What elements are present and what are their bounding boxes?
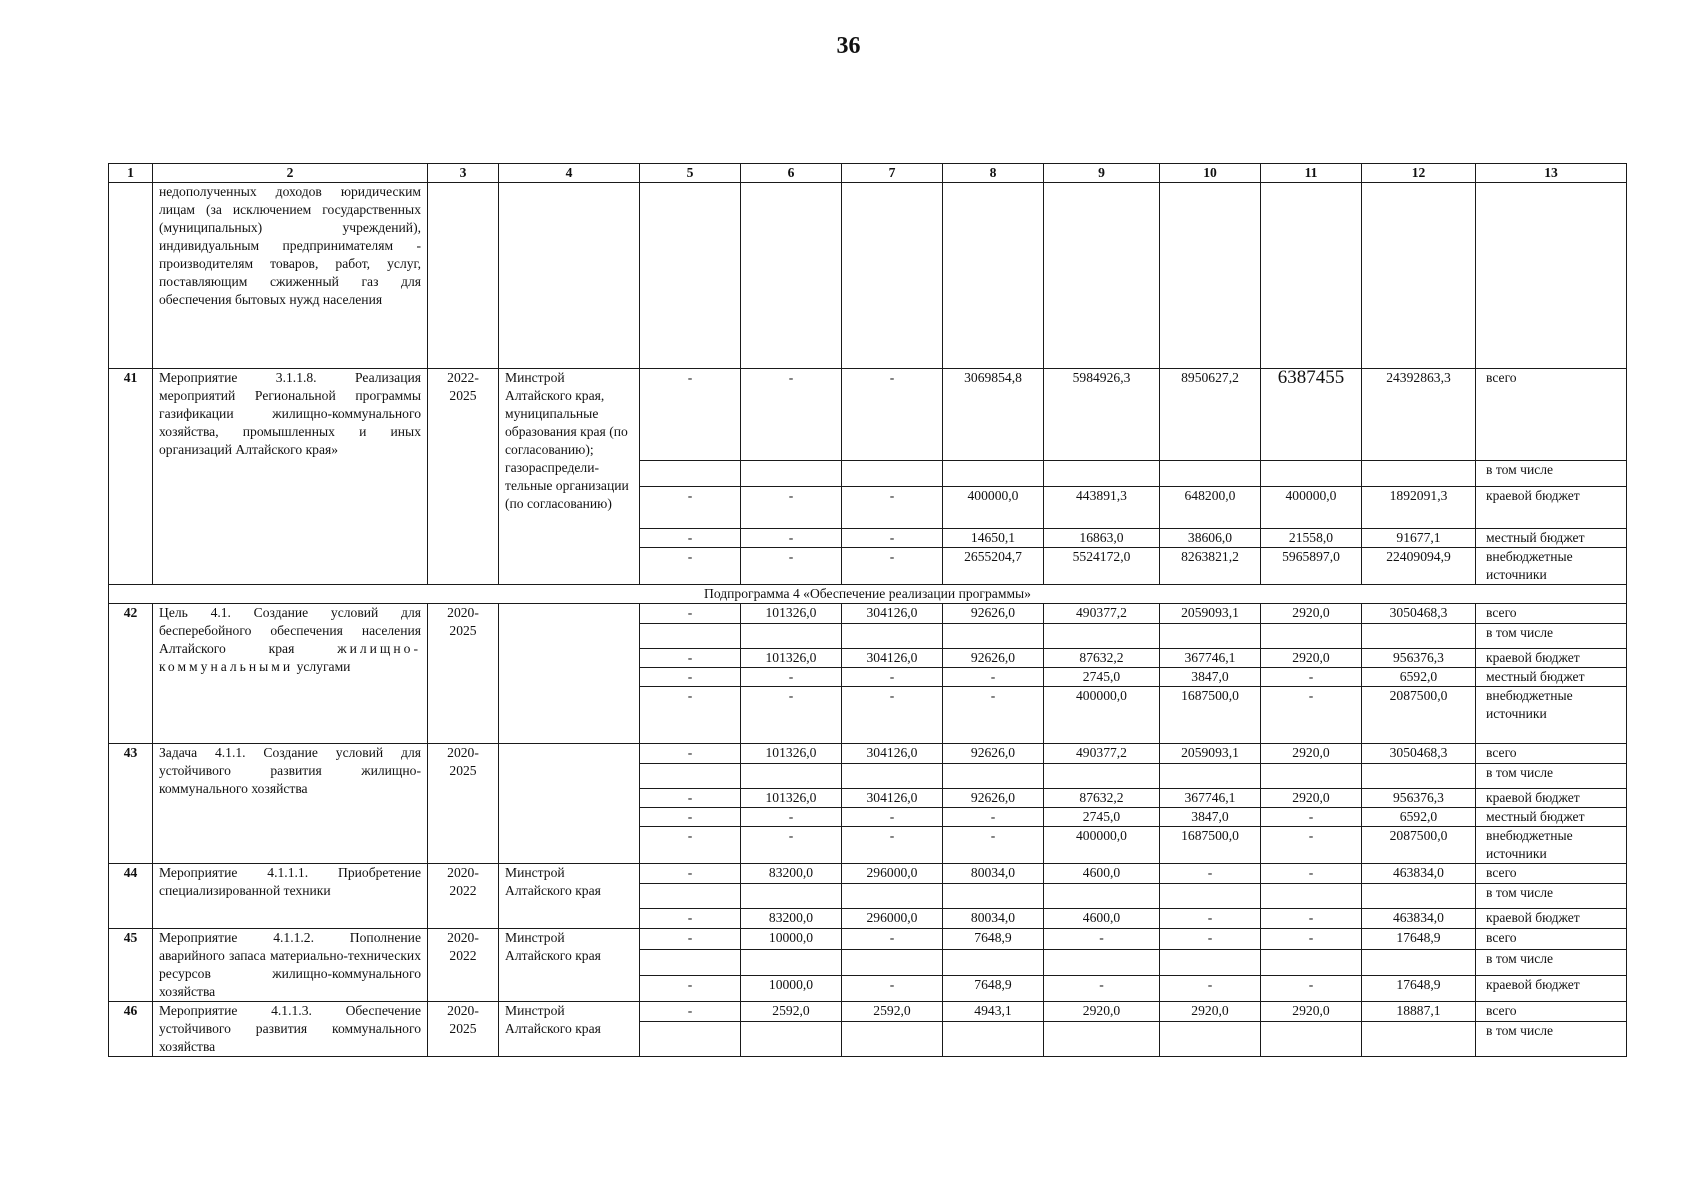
empty-cell [943,183,1044,369]
row-name [153,604,428,744]
value-cell: 4600,0 [1044,909,1160,929]
value-cell: 92626,0 [943,789,1044,808]
value-cell [1261,949,1362,975]
value-cell: 463834,0 [1362,864,1476,884]
value-cell [943,884,1044,909]
empty-cell [499,183,640,369]
value-cell [1160,1022,1261,1057]
value-cell: 7648,9 [943,929,1044,950]
value-cell: - [1160,909,1261,929]
value-cell: 6387455 [1261,369,1362,461]
row-number: 43 [109,744,153,864]
value-cell [943,949,1044,975]
value-cell: - [842,668,943,687]
value-cell: - [640,929,741,950]
value-cell: 443891,3 [1044,487,1160,529]
row-period: 2022-2025 [428,369,499,585]
value-cell: - [640,975,741,1001]
value-cell: - [842,929,943,950]
value-cell: 5524172,0 [1044,548,1160,585]
value-cell: 304126,0 [842,649,943,668]
value-cell: 10000,0 [741,975,842,1001]
value-cell [943,461,1044,487]
row-number: 44 [109,864,153,929]
value-cell: 956376,3 [1362,789,1476,808]
value-cell: 1892091,3 [1362,487,1476,529]
value-cell: - [640,808,741,827]
value-cell [640,461,741,487]
value-cell: 3069854,8 [943,369,1044,461]
value-cell: 17648,9 [1362,929,1476,950]
value-cell: 296000,0 [842,909,943,929]
empty-cell [741,183,842,369]
table-row [109,1002,1627,1022]
row-period: 2020-2025 [428,744,499,864]
funding-source: краевой бюджет [1476,909,1627,929]
col-header: 13 [1476,164,1627,183]
value-cell: 400000,0 [1261,487,1362,529]
value-cell: - [1261,909,1362,929]
row-executor [499,604,640,744]
value-cell: 92626,0 [943,744,1044,764]
value-cell: - [640,668,741,687]
value-cell: 22409094,9 [1362,548,1476,585]
value-cell [1261,624,1362,649]
value-cell: 367746,1 [1160,789,1261,808]
row-name: Мероприятие 4.1.1.1. Приобретение специализированной техники [153,864,428,929]
funding-source: в том числе [1476,461,1627,487]
value-cell: 2920,0 [1044,1002,1160,1022]
row-executor [499,744,640,864]
value-cell: - [741,687,842,744]
funding-source: краевой бюджет [1476,975,1627,1001]
value-cell: 3847,0 [1160,808,1261,827]
value-cell [1362,461,1476,487]
value-cell: 4600,0 [1044,864,1160,884]
value-cell [640,1022,741,1057]
value-cell: - [1160,864,1261,884]
table-row [109,604,1627,624]
funding-source: всего [1476,1002,1627,1022]
col-header: 11 [1261,164,1362,183]
value-cell [842,1022,943,1057]
value-cell: - [640,649,741,668]
value-cell: - [1261,668,1362,687]
value-cell [741,884,842,909]
row-name: Мероприятие 4.1.1.2. Пополнение аварийного запаса материально-технических ресурсов жилищно-коммунального хозяйства [153,929,428,1002]
value-cell: 2920,0 [1261,1002,1362,1022]
value-cell: - [943,668,1044,687]
empty-cell [1160,183,1261,369]
value-cell [842,884,943,909]
col-header: 1 [109,164,153,183]
value-cell [741,1022,842,1057]
value-cell: 80034,0 [943,909,1044,929]
row-executor: Минстрой Алтайского края [499,864,640,929]
value-cell: - [842,808,943,827]
value-cell: - [1261,808,1362,827]
value-cell: 6592,0 [1362,808,1476,827]
funding-source: в том числе [1476,1022,1627,1057]
table-row [109,744,1627,764]
value-cell: 6592,0 [1362,668,1476,687]
col-header: 7 [842,164,943,183]
value-cell [842,461,943,487]
value-cell: 7648,9 [943,975,1044,1001]
table-row [109,864,1627,884]
value-cell [1044,949,1160,975]
value-cell: 400000,0 [1044,687,1160,744]
value-cell: 2655204,7 [943,548,1044,585]
value-cell [741,949,842,975]
funding-source: внебюджетные источники [1476,548,1627,585]
value-cell: 14650,1 [943,529,1044,548]
column-header-row [109,164,1627,183]
value-cell: 2920,0 [1261,604,1362,624]
value-cell: 101326,0 [741,789,842,808]
row-number [109,183,153,369]
page-number: 36 [836,33,861,59]
value-cell: - [1044,975,1160,1001]
value-cell: - [1261,687,1362,744]
row-name-part: услугами [296,659,351,674]
value-cell: 24392863,3 [1362,369,1476,461]
value-cell: - [1044,929,1160,950]
value-cell: - [842,529,943,548]
funding-source: всего [1476,864,1627,884]
value-cell [741,461,842,487]
value-cell [1362,884,1476,909]
empty-cell [428,183,499,369]
value-cell: 5965897,0 [1261,548,1362,585]
row-name-part: жилищно-коммунальными [159,641,421,674]
value-cell [1261,764,1362,789]
value-cell: 1687500,0 [1160,687,1261,744]
value-cell [943,1022,1044,1057]
empty-cell [1476,183,1627,369]
value-cell: - [741,548,842,585]
funding-source: краевой бюджет [1476,487,1627,529]
value-cell: - [842,487,943,529]
value-cell [640,884,741,909]
funding-source: всего [1476,604,1627,624]
value-cell [1160,884,1261,909]
value-cell [842,764,943,789]
value-cell [741,624,842,649]
value-cell: 4943,1 [943,1002,1044,1022]
row-name-part: Цель 4.1. Создание условий для бесперебойного обеспечения населения Алтайского края [159,605,421,656]
row-name: Мероприятие 3.1.1.8. Реализация мероприятий Региональной программы газификации жилищно-коммунального хозяйства, промышленных и иных организаций Алтайского края» [153,369,428,585]
value-cell: 3847,0 [1160,668,1261,687]
col-header: 9 [1044,164,1160,183]
value-cell [1044,764,1160,789]
value-cell: - [640,687,741,744]
value-cell: 101326,0 [741,604,842,624]
value-cell: - [842,827,943,864]
table-row-continuation [109,183,1627,369]
value-cell: 18887,1 [1362,1002,1476,1022]
value-cell: 490377,2 [1044,744,1160,764]
value-cell [1362,949,1476,975]
funding-source: местный бюджет [1476,808,1627,827]
value-cell [1261,884,1362,909]
value-cell: - [1261,864,1362,884]
value-cell: 956376,3 [1362,649,1476,668]
value-cell: 5984926,3 [1044,369,1160,461]
value-cell: 21558,0 [1261,529,1362,548]
value-cell [1362,764,1476,789]
value-cell: - [741,668,842,687]
value-cell: - [842,687,943,744]
value-cell: - [943,827,1044,864]
funding-source: местный бюджет [1476,529,1627,548]
value-cell: 304126,0 [842,604,943,624]
row-number: 41 [109,369,153,585]
value-cell: 2087500,0 [1362,687,1476,744]
value-cell: 400000,0 [943,487,1044,529]
value-cell [1044,884,1160,909]
funding-source: внебюджетные источники [1476,827,1627,864]
value-cell: 2592,0 [741,1002,842,1022]
value-cell: 8263821,2 [1160,548,1261,585]
funding-source: всего [1476,369,1627,461]
funding-source: краевой бюджет [1476,789,1627,808]
value-cell: 2059093,1 [1160,744,1261,764]
value-cell: 304126,0 [842,744,943,764]
value-cell [1044,461,1160,487]
row-name: Мероприятие 4.1.1.3. Обеспечение устойчивого развития коммунального хозяйства [153,1002,428,1057]
row-number: 45 [109,929,153,1002]
row-number: 46 [109,1002,153,1057]
col-header: 5 [640,164,741,183]
value-cell: 8950627,2 [1160,369,1261,461]
value-cell [1044,1022,1160,1057]
col-header: 6 [741,164,842,183]
value-cell: 2920,0 [1261,789,1362,808]
empty-cell [1044,183,1160,369]
value-cell: 83200,0 [741,864,842,884]
value-cell: - [741,369,842,461]
value-cell: 463834,0 [1362,909,1476,929]
value-cell: - [943,808,1044,827]
subprogram-title: Подпрограмма 4 «Обеспечение реализации программы» [109,585,1627,604]
row-period: 2020-2025 [428,604,499,744]
empty-cell [1362,183,1476,369]
value-cell [1160,624,1261,649]
value-cell [1362,624,1476,649]
value-cell: 367746,1 [1160,649,1261,668]
value-cell: - [1160,975,1261,1001]
value-cell: - [1160,929,1261,950]
empty-cell [640,183,741,369]
value-cell [1362,1022,1476,1057]
value-cell [640,764,741,789]
funding-source: всего [1476,929,1627,950]
funding-source: всего [1476,744,1627,764]
value-cell: - [640,744,741,764]
row-executor: Минстрой Алтайского края, муниципальные образования края (по согласованию); газораспредели-тельные организации (по согласованию) [499,369,640,585]
value-cell: 2592,0 [842,1002,943,1022]
value-cell: 101326,0 [741,649,842,668]
value-cell [1261,461,1362,487]
row-period: 2020-2022 [428,929,499,1002]
value-cell [640,624,741,649]
value-cell [1160,949,1261,975]
value-cell [1261,1022,1362,1057]
value-cell: - [842,369,943,461]
value-cell: 17648,9 [1362,975,1476,1001]
value-cell: 2920,0 [1160,1002,1261,1022]
row-name: недополученных доходов юридическим лицам (за исключением государственных (муниципальных) учреждений), индивидуальным предпринимателям - производителям товаров, работ, услуг, поставляющим сжиженный газ для обеспечения бытовых нужд населения [153,183,428,369]
value-cell: 648200,0 [1160,487,1261,529]
table-row [109,929,1627,950]
value-cell: - [741,529,842,548]
value-cell: 304126,0 [842,789,943,808]
value-cell [842,949,943,975]
row-executor: Минстрой Алтайского края [499,929,640,1002]
value-cell: - [640,789,741,808]
value-cell: - [1261,827,1362,864]
value-cell [943,764,1044,789]
col-header: 2 [153,164,428,183]
empty-cell [1261,183,1362,369]
value-cell: 38606,0 [1160,529,1261,548]
value-cell [640,949,741,975]
value-cell: 1687500,0 [1160,827,1261,864]
budget-table [108,163,1627,1057]
value-cell: 92626,0 [943,649,1044,668]
table-row [109,369,1627,461]
value-cell: - [741,808,842,827]
value-cell [842,624,943,649]
value-cell [741,764,842,789]
value-cell: - [1261,975,1362,1001]
value-cell: - [640,909,741,929]
subprogram-row [109,585,1627,604]
value-cell: 83200,0 [741,909,842,929]
value-cell: - [640,548,741,585]
value-cell: 490377,2 [1044,604,1160,624]
value-cell: 2745,0 [1044,808,1160,827]
value-cell: 10000,0 [741,929,842,950]
value-cell: - [640,487,741,529]
row-period: 2020-2025 [428,1002,499,1057]
value-cell: - [1261,929,1362,950]
col-header: 10 [1160,164,1261,183]
funding-source: внебюджетные источники [1476,687,1627,744]
row-period: 2020-2022 [428,864,499,929]
value-cell: - [640,1002,741,1022]
col-header: 4 [499,164,640,183]
value-cell: 2059093,1 [1160,604,1261,624]
col-header: 8 [943,164,1044,183]
value-cell: 400000,0 [1044,827,1160,864]
empty-cell [842,183,943,369]
value-cell: - [842,975,943,1001]
funding-source: в том числе [1476,624,1627,649]
funding-source: в том числе [1476,884,1627,909]
value-cell: 16863,0 [1044,529,1160,548]
value-cell [1160,461,1261,487]
col-header: 3 [428,164,499,183]
funding-source: местный бюджет [1476,668,1627,687]
value-cell: 87632,2 [1044,789,1160,808]
value-cell: - [741,487,842,529]
value-cell: 2745,0 [1044,668,1160,687]
value-cell: 2920,0 [1261,649,1362,668]
value-cell: 101326,0 [741,744,842,764]
value-cell: 91677,1 [1362,529,1476,548]
value-cell [943,624,1044,649]
value-cell: - [640,369,741,461]
value-cell: 2087500,0 [1362,827,1476,864]
value-cell: 92626,0 [943,604,1044,624]
value-cell [1160,764,1261,789]
value-cell: - [640,604,741,624]
value-cell: - [943,687,1044,744]
value-cell: - [741,827,842,864]
value-cell: 80034,0 [943,864,1044,884]
value-cell: - [640,827,741,864]
row-name: Задача 4.1.1. Создание условий для устойчивого развития жилищно-коммунального хозяйства [153,744,428,864]
value-cell: 296000,0 [842,864,943,884]
value-cell: 87632,2 [1044,649,1160,668]
row-number: 42 [109,604,153,744]
value-cell [1044,624,1160,649]
value-cell: 3050468,3 [1362,604,1476,624]
value-cell: - [640,864,741,884]
col-header: 12 [1362,164,1476,183]
value-cell: - [842,548,943,585]
funding-source: в том числе [1476,949,1627,975]
funding-source: в том числе [1476,764,1627,789]
value-cell: 2920,0 [1261,744,1362,764]
funding-source: краевой бюджет [1476,649,1627,668]
value-cell: 3050468,3 [1362,744,1476,764]
value-cell: - [640,529,741,548]
row-executor: Минстрой Алтайского края [499,1002,640,1057]
